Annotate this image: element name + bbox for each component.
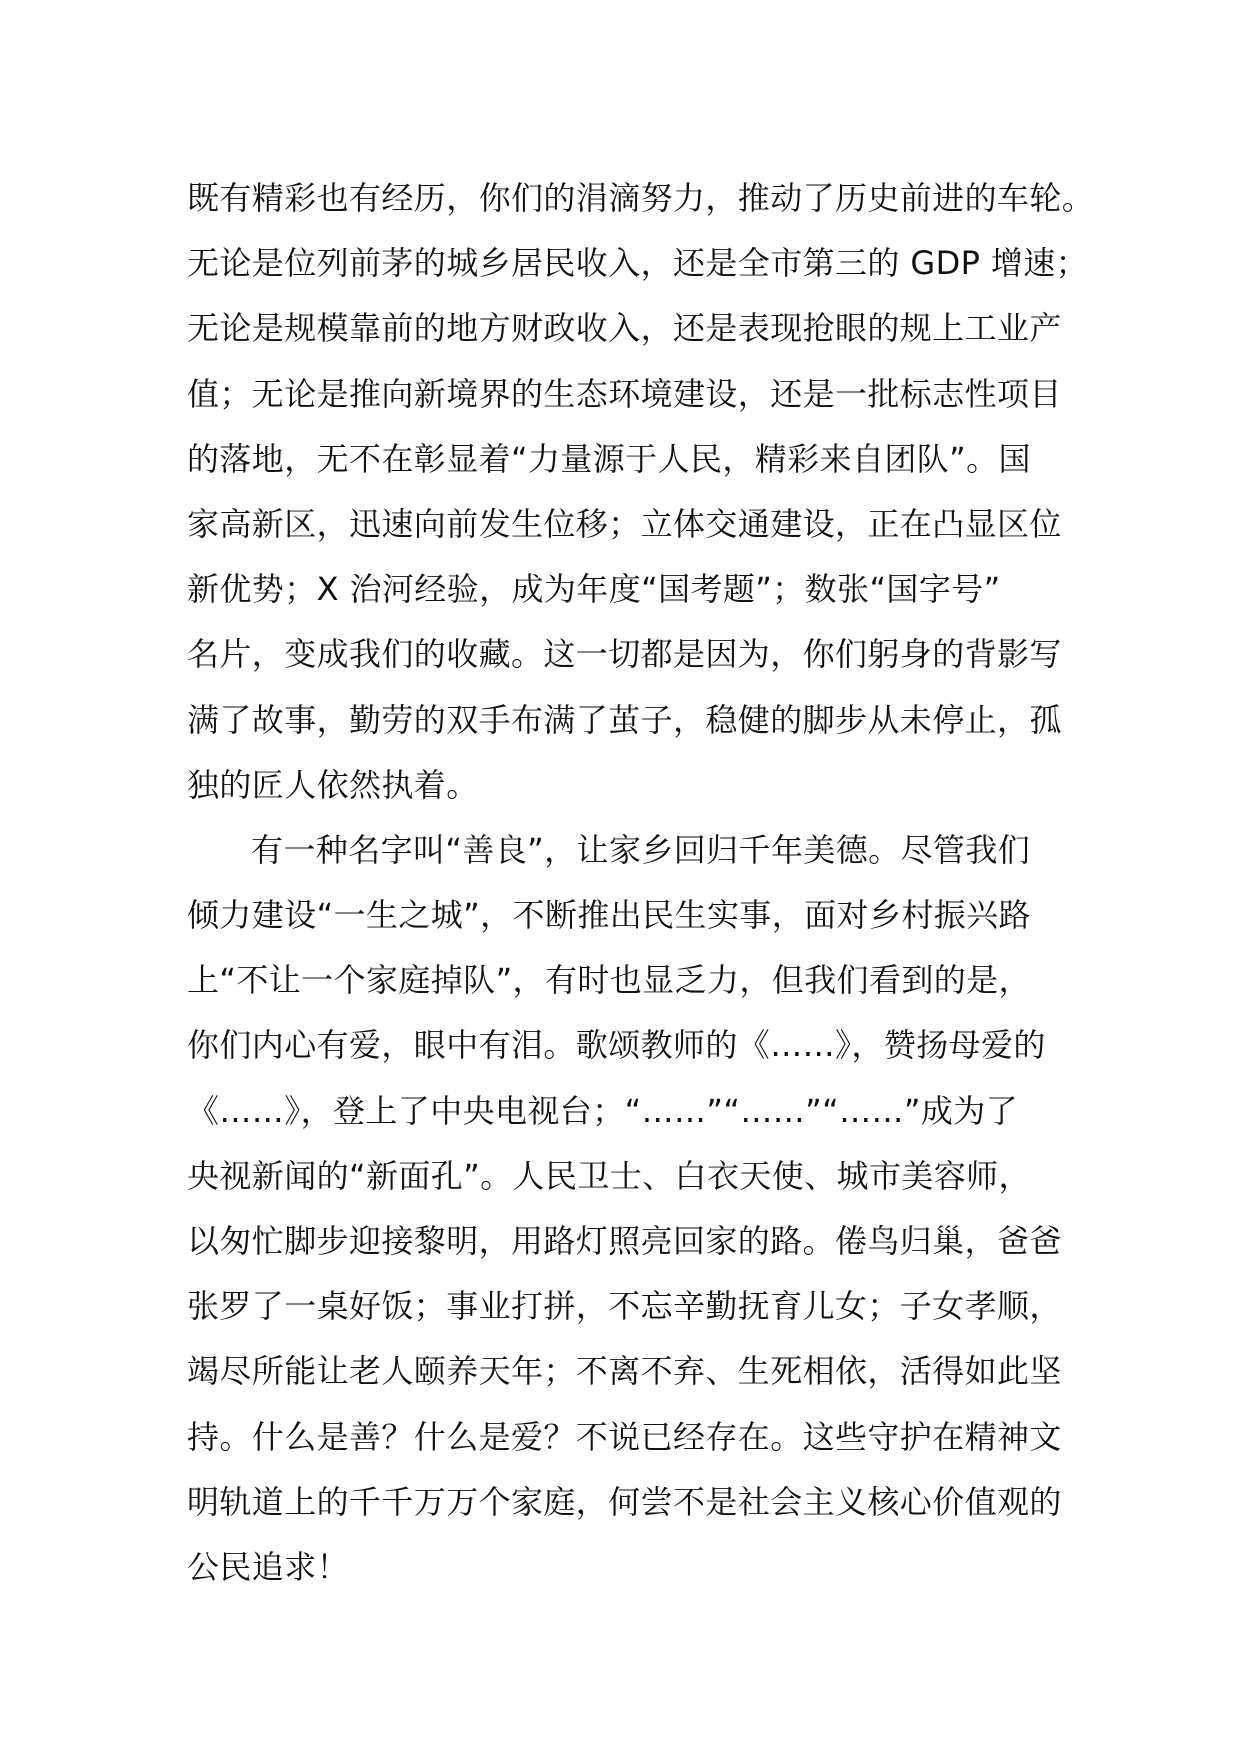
text-line: 你们内心有爱，眼中有泪。歌颂教师的《……》，赞扬母爱的 [187,1026,1046,1065]
text-line: 家高新区，迅速向前发生位移；立体交通建设，正在凸显区位 [187,504,1062,543]
text-line-indented: 有一种名字叫“善良”，让家乡回归千年美德。尽管我们 [251,830,1031,869]
text-line: 上“不让一个家庭掉队”，有时也显乏力，但我们看到的是， [187,961,1031,1000]
text-line: 值；无论是推向新境界的生态环境建设，还是一批标志性项目 [187,374,1062,413]
text-line: 新优势；X 治河经验，成为年度“国考题”；数张“国字号” [187,570,1001,609]
text-line: 竭尽所能让老人颐养天年；不离不弃、生死相依，活得如此坚 [187,1352,1062,1391]
text-line: 央视新闻的“新面孔”。人民卫士、白衣天使、城市美容师， [187,1156,1031,1195]
text-line: 独的匠人依然执着。 [187,765,479,804]
document-body [187,166,1095,1600]
text-line: 名片，变成我们的收藏。这一切都是因为，你们躬身的背影写 [187,635,1062,674]
text-line: 明轨道上的千千万万个家庭，何尝不是社会主义核心价值观的 [187,1482,1062,1521]
text-line: 《……》，登上了中央电视台；“……”“……”“……”成为了 [187,1091,1019,1130]
text-line: 无论是规模靠前的地方财政收入，还是表现抢眼的规上工业产 [187,309,1062,348]
text-line: 倾力建设“一生之城”，不断推出民生实事，面对乡村振兴路 [187,896,1031,935]
text-line: 无论是位列前茅的城乡居民收入，还是全市第三的 GDP 增速； [187,244,1089,283]
paragraph-2 [187,818,1067,1600]
text-line: 以匆忙脚步迎接黎明，用路灯照亮回家的路。倦鸟归巢，爸爸 [187,1222,1062,1260]
paragraph-1 [187,166,1095,818]
text-line: 公民追求！ [187,1547,350,1586]
text-line: 张罗了一桌好饭；事业打拼，不忘辛勤抚育儿女；子女孝顺， [187,1287,1062,1326]
text-line: 满了故事，勤劳的双手布满了茧子，稳健的脚步从未停止，孤 [187,700,1062,739]
text-line: 持。什么是善？什么是爱？不说已经存在。这些守护在精神文 [187,1417,1062,1456]
text-line: 的落地，无不在彰显着“力量源于人民，精彩来自团队”。国 [187,439,1031,478]
text-line: 既有精彩也有经历，你们的涓滴努力，推动了历史前进的车轮。 [187,179,1095,217]
